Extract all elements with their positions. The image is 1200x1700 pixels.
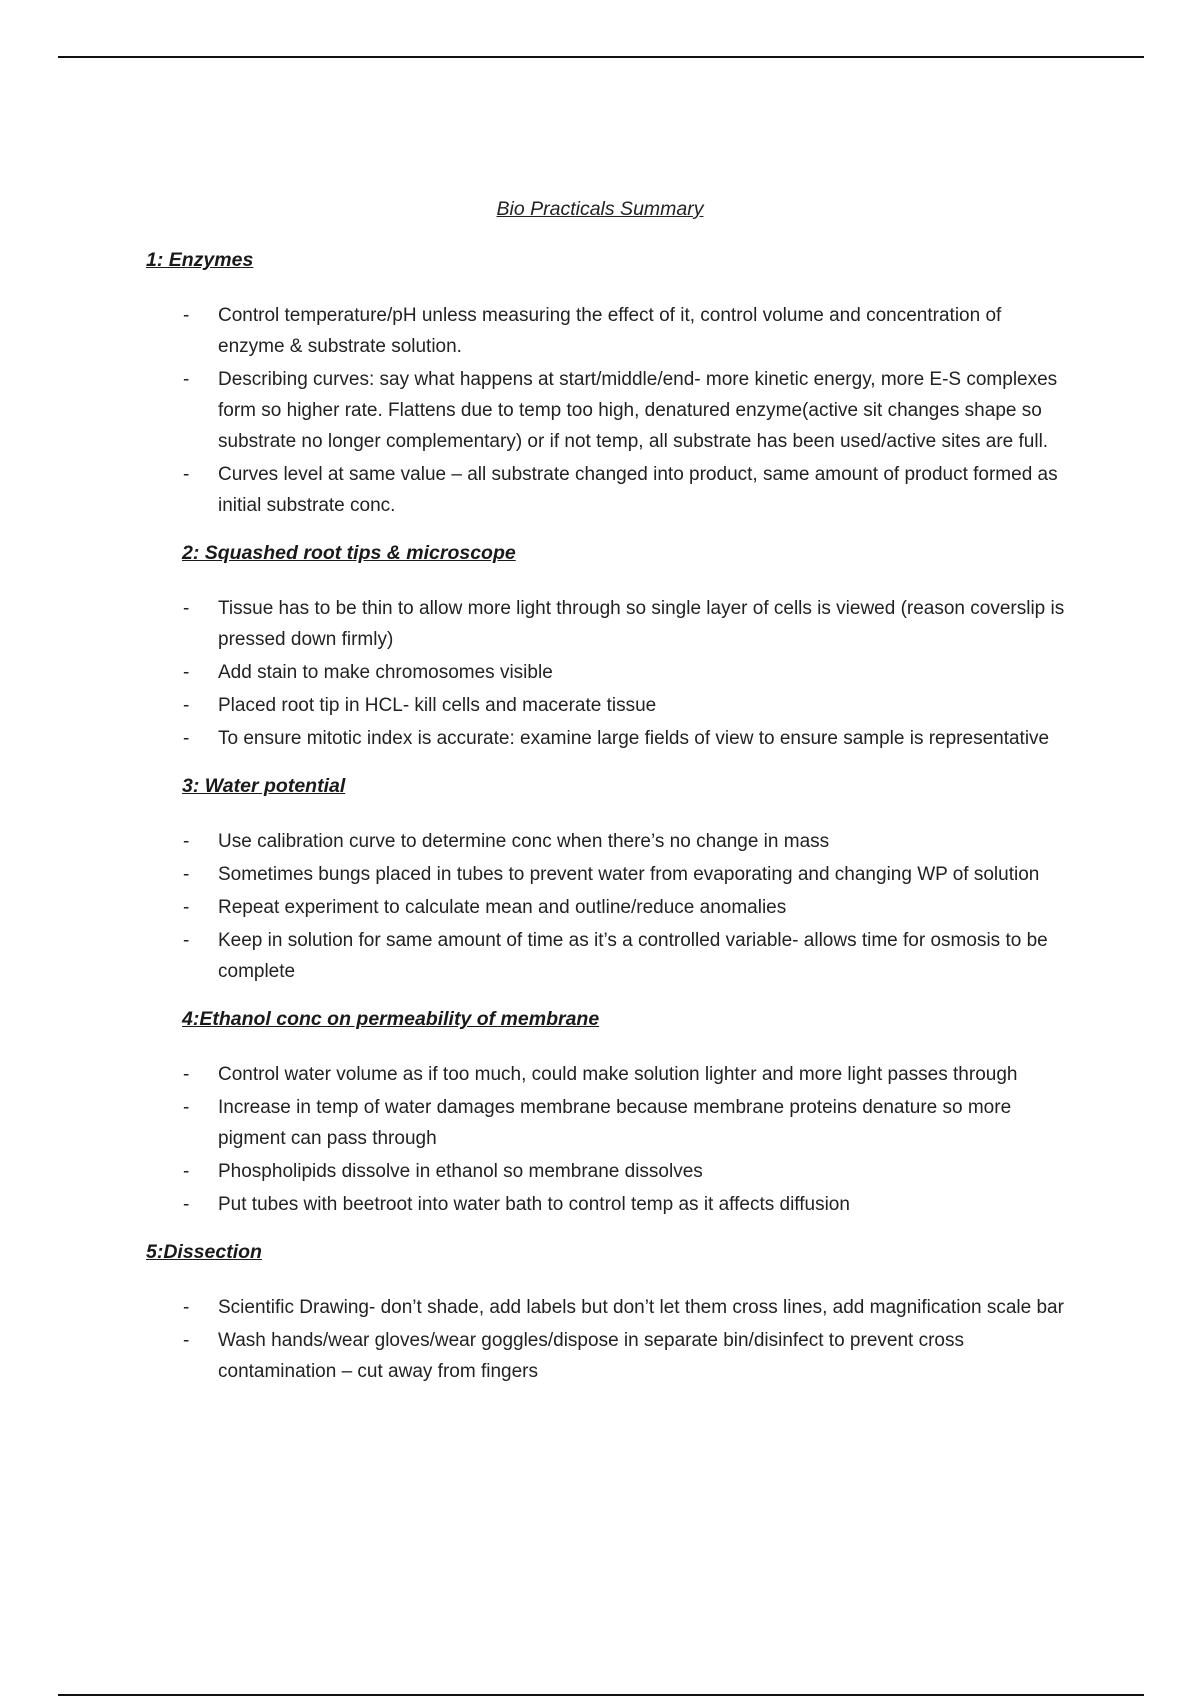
- list-item: - Control water volume as if too much, could make solution lighter and more light passes through: [0, 1059, 1068, 1090]
- bullet-dash: -: [183, 728, 190, 749]
- bullet-dash: -: [183, 695, 190, 716]
- list-item: - Describing curves: say what happens at start/middle/end- more kinetic energy, more E-S complexes form so higher rate. Flattens due to temp too high, denatured enzyme(active sit changes shape so substrate no longer complementary) or if not temp, all substrate has been used/active sites are full.: [0, 364, 1068, 457]
- page-bottom-rule: [58, 1694, 1144, 1696]
- list-item: - Phospholipids dissolve in ethanol so membrane dissolves: [0, 1156, 1068, 1187]
- list-item: - Scientific Drawing- don’t shade, add labels but don’t let them cross lines, add magnification scale bar: [0, 1292, 1068, 1323]
- bullet-list: [0, 1059, 1200, 1220]
- bullet-dash: -: [183, 897, 190, 918]
- bullet-list: [0, 1292, 1200, 1387]
- bullet-list: [0, 593, 1200, 754]
- bullet-dash: -: [183, 1161, 190, 1182]
- bullet-dash: -: [183, 930, 190, 951]
- page-top-rule: [58, 56, 1144, 58]
- list-item: - To ensure mitotic index is accurate: examine large fields of view to ensure sample is representative: [0, 723, 1068, 754]
- list-item: - Increase in temp of water damages membrane because membrane proteins denature so more pigment can pass through: [0, 1092, 1068, 1154]
- bullet-dash: -: [183, 1194, 190, 1215]
- section-heading: 5:Dissection: [146, 1241, 262, 1263]
- list-item: - Put tubes with beetroot into water bath to control temp as it affects diffusion: [0, 1189, 1068, 1220]
- section-heading: 2: Squashed root tips & microscope: [182, 542, 516, 564]
- bullet-dash: -: [183, 598, 190, 619]
- list-item: - Use calibration curve to determine conc when there’s no change in mass: [0, 826, 1068, 857]
- bullet-dash: -: [183, 1297, 190, 1318]
- bullet-list: [0, 826, 1200, 987]
- section-root-tips: [0, 541, 1200, 754]
- list-item: - Repeat experiment to calculate mean and outline/reduce anomalies: [0, 892, 1068, 923]
- list-item: - Sometimes bungs placed in tubes to prevent water from evaporating and changing WP of solution: [0, 859, 1068, 890]
- section-ethanol-membrane: [0, 1007, 1200, 1220]
- bullet-dash: -: [183, 1097, 190, 1118]
- list-item: - Curves level at same value – all substrate changed into product, same amount of product formed as initial substrate conc.: [0, 459, 1068, 521]
- list-item: - Control temperature/pH unless measuring the effect of it, control volume and concentration of enzyme & substrate solution.: [0, 300, 1068, 362]
- list-item: - Add stain to make chromosomes visible: [0, 657, 1068, 688]
- bullet-dash: -: [183, 864, 190, 885]
- bullet-dash: -: [183, 464, 190, 485]
- bullet-list: [0, 300, 1200, 521]
- section-heading: 4:Ethanol conc on permeability of membrane: [182, 1008, 600, 1030]
- section-heading: 3: Water potential: [182, 775, 346, 797]
- list-item: - Wash hands/wear gloves/wear goggles/dispose in separate bin/disinfect to prevent cross contamination – cut away from fingers: [0, 1325, 1068, 1387]
- bullet-dash: -: [183, 1064, 190, 1085]
- section-heading: 1: Enzymes: [146, 249, 254, 271]
- list-item: - Keep in solution for same amount of time as it’s a controlled variable- allows time for osmosis to be complete: [0, 925, 1068, 987]
- bullet-dash: -: [183, 369, 190, 390]
- document-title: Bio Practicals Summary: [496, 198, 704, 220]
- list-item: - Tissue has to be thin to allow more light through so single layer of cells is viewed (reason coverslip is pressed down firmly): [0, 593, 1068, 655]
- section-dissection: [0, 1240, 1200, 1387]
- section-enzymes: [0, 248, 1200, 521]
- section-water-potential: [0, 774, 1200, 987]
- list-item: - Placed root tip in HCL- kill cells and macerate tissue: [0, 690, 1068, 721]
- bullet-dash: -: [183, 662, 190, 683]
- bullet-dash: -: [183, 305, 190, 326]
- document-body: [0, 248, 1200, 1389]
- bullet-dash: -: [183, 1330, 190, 1351]
- bullet-dash: -: [183, 831, 190, 852]
